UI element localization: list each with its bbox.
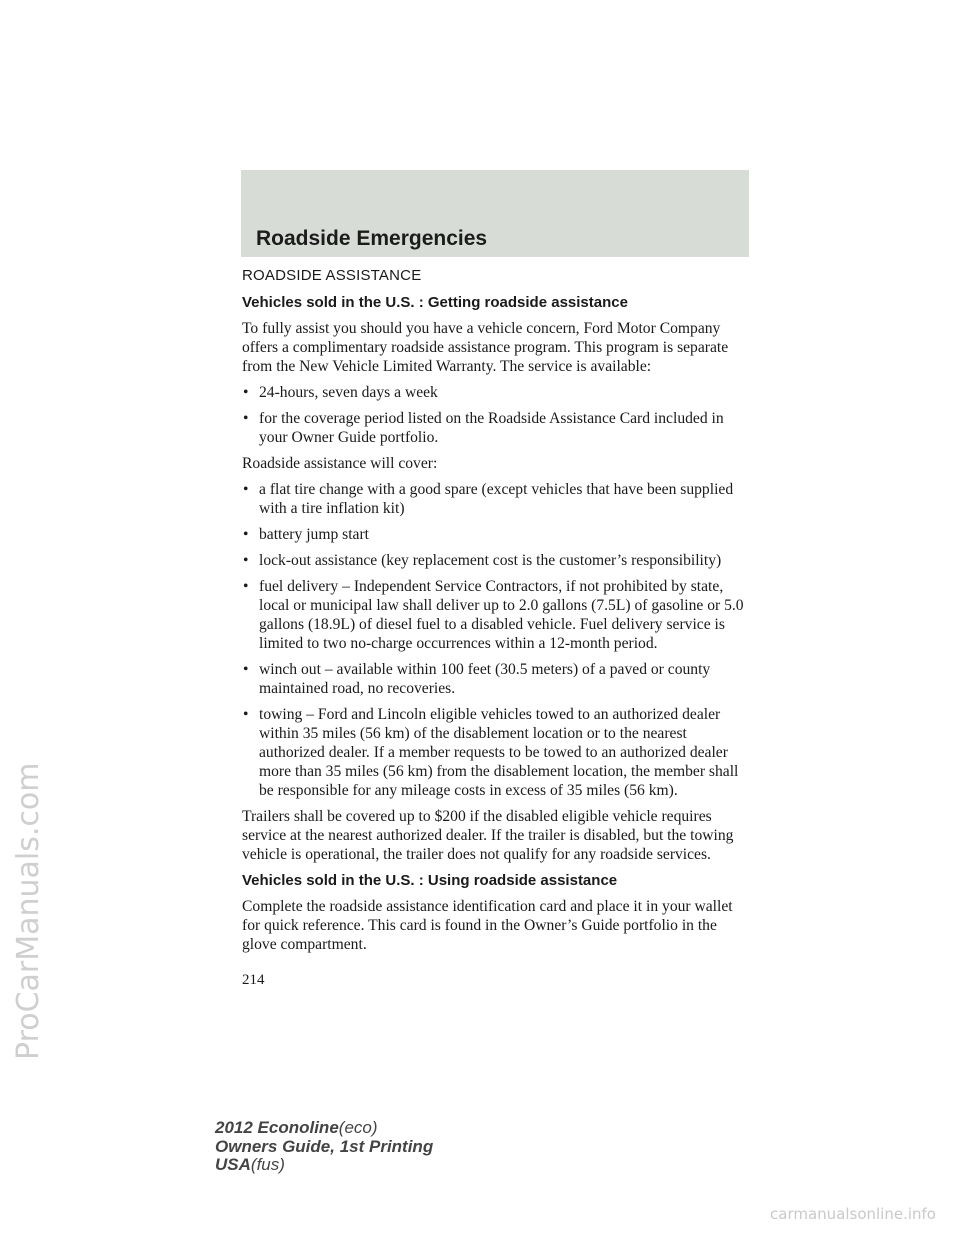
- footer-market-code: (fus): [250, 1155, 285, 1174]
- intro-paragraph: To fully assist you should you have a vehicle concern, Ford Motor Company offers a complimentary roadside assistance program. This program is separate from the New Vehicle Limited Warranty. The service is available:: [242, 320, 729, 375]
- subheading-getting-assistance: Vehicles sold in the U.S. : Getting roadside assistance: [242, 294, 628, 311]
- side-watermark: [8, 515, 48, 1075]
- subheading-using-assistance: Vehicles sold in the U.S. : Using roadside assistance: [242, 872, 618, 889]
- footer-model: 2012 Econoline: [215, 1118, 339, 1137]
- availability-list: [242, 383, 754, 447]
- page-content: [242, 266, 754, 961]
- side-watermark-text: ProCarManuals.com: [11, 762, 46, 1060]
- footer-printing: Owners Guide, 1st Printing: [215, 1136, 434, 1156]
- main-heading: ROADSIDE ASSISTANCE: [242, 267, 422, 284]
- footer-market: USA: [215, 1155, 251, 1174]
- list-item: • lock-out assistance (key replacement cost is the customer’s responsibility): [242, 551, 754, 570]
- list-item: • battery jump start: [242, 525, 754, 544]
- coverage-intro: Roadside assistance will cover:: [242, 455, 438, 472]
- coverage-list: [242, 480, 754, 800]
- footer-line-printing: [215, 1138, 433, 1157]
- footer-line-model: [215, 1119, 433, 1138]
- list-item: • 24-hours, seven days a week: [242, 383, 754, 402]
- list-item: • fuel delivery – Independent Service Contractors, if not prohibited by state, local or municipal law shall deliver up to 2.0 gallons (7.5L) of gasoline or 5.0 gallons (18.9L) of diesel fuel to a disabled vehicle. Fuel delivery service is limited to two no-charge occurrences within a 12-month period.: [242, 577, 754, 653]
- list-item: • towing – Ford and Lincoln eligible vehicles towed to an authorized dealer within 35 miles (56 km) of the disablement location or to the nearest authorized dealer. If a member requests to be towed to an authorized dealer more than 35 miles (56 km) from the disablement location, the member shall be responsible for any mileage costs in excess of 35 miles (56 km).: [242, 705, 754, 800]
- section-header-band: [241, 170, 749, 257]
- page-number: 214: [242, 972, 265, 988]
- footer-line-market: [215, 1156, 433, 1175]
- bottom-watermark: carmanualsonline.info: [770, 1205, 936, 1223]
- list-item: • winch out – available within 100 feet (30.5 meters) of a paved or county maintained road, no recoveries.: [242, 660, 754, 698]
- section-title: Roadside Emergencies: [256, 227, 488, 250]
- using-paragraph: Complete the roadside assistance identification card and place it in your wallet for quick reference. This card is found in the Owner’s Guide portfolio in the glove compartment.: [242, 898, 733, 953]
- trailers-paragraph: Trailers shall be covered up to $200 if the disabled eligible vehicle requires service at the nearest authorized dealer. If the trailer is disabled, but the towing vehicle is operational, the trailer does not qualify for any roadside services.: [242, 808, 734, 863]
- print-footer: [215, 1119, 433, 1175]
- list-item: • a flat tire change with a good spare (except vehicles that have been supplied with a tire inflation kit): [242, 480, 754, 518]
- footer-model-code: (eco): [338, 1118, 378, 1137]
- list-item: • for the coverage period listed on the Roadside Assistance Card included in your Owner Guide portfolio.: [242, 409, 754, 447]
